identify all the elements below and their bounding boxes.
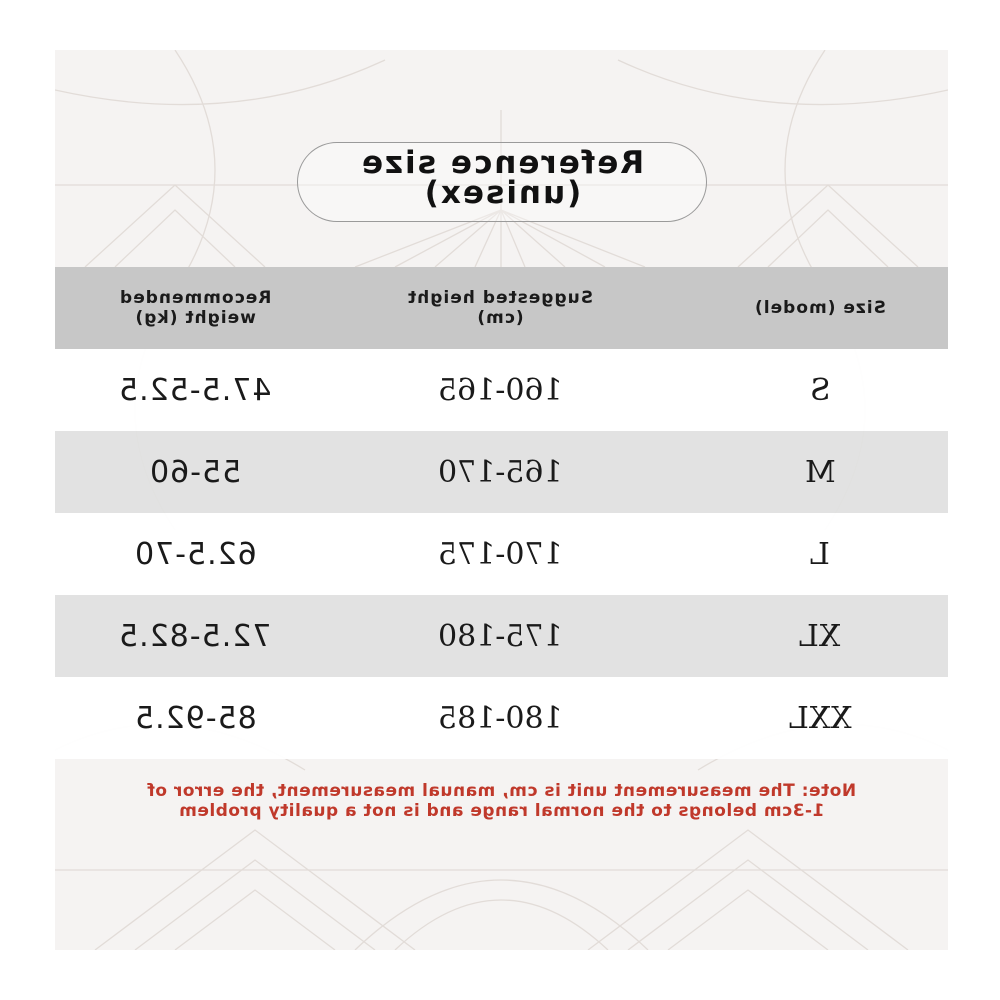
header-weight-line-1: Recommended — [118, 288, 272, 308]
header-size — [705, 267, 935, 349]
measurement-note — [75, 781, 928, 821]
title-badge — [297, 142, 707, 222]
size-cell: L — [810, 536, 830, 572]
height-cell: 165-170 — [437, 454, 563, 490]
height-cell: 160-165 — [437, 372, 563, 408]
header-size-label: Size (model) — [754, 298, 886, 318]
size-chart-panel — [55, 50, 948, 950]
title-line-1: Reference size — [359, 145, 645, 181]
weight-cell: 62.5-70 — [133, 536, 257, 572]
height-cell: 170-175 — [437, 536, 563, 572]
title-line-2: (unisex) — [422, 175, 582, 211]
header-height — [385, 267, 615, 349]
size-cell: M — [804, 454, 836, 490]
page-title — [298, 145, 706, 211]
size-table — [55, 267, 948, 759]
weight-cell: 47.5-52.5 — [118, 372, 272, 408]
header-height-line-1: Suggested height — [407, 288, 593, 308]
height-cell: 175-180 — [437, 618, 563, 654]
height-cell: 180-185 — [437, 700, 563, 736]
header-weight-line-2: weight (kg) — [134, 308, 256, 328]
size-cell: XXL — [788, 700, 852, 736]
weight-cell: 55-60 — [148, 454, 242, 490]
weight-cell: 72.5-82.5 — [118, 618, 272, 654]
size-cell: S — [809, 372, 831, 408]
table-row — [55, 513, 948, 595]
note-line-1: Note: The measurement unit is cm, manual measurement, the error of — [146, 781, 857, 801]
table-row — [55, 349, 948, 431]
table-header-row — [55, 267, 948, 349]
table-row — [55, 677, 948, 759]
table-row — [55, 595, 948, 677]
note-line-2: 1-3cm belongs to the normal range and is not a quality problem — [178, 801, 825, 821]
weight-cell: 85-92.5 — [133, 700, 257, 736]
size-cell: XL — [799, 618, 841, 654]
header-height-line-2: (cm) — [476, 308, 524, 328]
table-row — [55, 431, 948, 513]
header-weight — [95, 267, 295, 349]
